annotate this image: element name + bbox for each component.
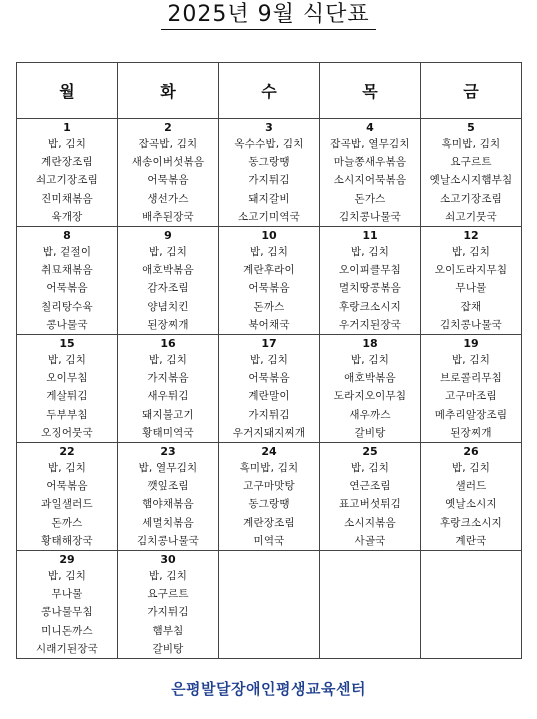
organization-name: 은평발달장애인평생교육센터 bbox=[171, 680, 366, 698]
menu-item: 두부부침 bbox=[46, 408, 88, 421]
menu-item: 황태미역국 bbox=[142, 426, 194, 439]
menu-item: 연근조림 bbox=[349, 480, 391, 493]
menu-item: 무나물 bbox=[51, 588, 83, 601]
week-row bbox=[17, 335, 522, 443]
menu-item: 김치콩나물국 bbox=[439, 318, 503, 331]
menu-item: 밥, 겉절이 bbox=[42, 246, 92, 259]
menu-item: 애호박볶음 bbox=[142, 264, 194, 277]
day-date: 22 bbox=[59, 445, 75, 459]
menu-item: 밥, 김치 bbox=[451, 246, 491, 259]
menu-item: 흑미밥, 김치 bbox=[239, 462, 299, 475]
day-cell bbox=[219, 227, 320, 335]
menu-item: 돼지갈비 bbox=[248, 192, 290, 205]
day-date: 4 bbox=[366, 121, 374, 134]
menu-item: 소고기미역국 bbox=[237, 210, 301, 223]
day-menu bbox=[320, 335, 420, 442]
menu-item: 동그랑땡 bbox=[248, 156, 290, 169]
day-menu bbox=[421, 443, 521, 550]
menu-item: 진미채볶음 bbox=[41, 192, 93, 205]
menu-item: 밥, 김치 bbox=[47, 462, 87, 475]
day-menu bbox=[17, 551, 117, 658]
menu-item: 멸치땅콩볶음 bbox=[338, 282, 402, 295]
menu-item: 옛날소시지 bbox=[445, 498, 497, 511]
menu-item: 미니돈까스 bbox=[41, 624, 93, 637]
menu-item: 쇠고기장조림 bbox=[35, 174, 99, 187]
menu-item: 어묵볶음 bbox=[248, 282, 290, 295]
menu-item: 밥, 김치 bbox=[148, 246, 188, 259]
menu-item: 옛날소시지햄부침 bbox=[429, 174, 513, 187]
menu-item: 계란장조림 bbox=[243, 516, 295, 529]
day-date: 1 bbox=[63, 121, 71, 134]
menu-item: 소시지어묵볶음 bbox=[333, 174, 407, 187]
day-menu bbox=[219, 335, 319, 442]
menu-item: 돈가스 bbox=[354, 192, 386, 205]
menu-item: 과일샐러드 bbox=[41, 498, 93, 511]
menu-item: 돼지불고기 bbox=[142, 408, 194, 421]
menu-item: 칠리탕수육 bbox=[41, 300, 93, 313]
day-date: 9 bbox=[164, 229, 172, 243]
menu-item: 양념치킨 bbox=[147, 300, 189, 313]
menu-item: 무나물 bbox=[455, 282, 487, 295]
day-date: 18 bbox=[362, 337, 378, 351]
menu-item: 햄부침 bbox=[152, 624, 184, 637]
day-cell bbox=[320, 551, 421, 659]
day-menu bbox=[219, 551, 319, 553]
day-menu bbox=[320, 443, 420, 550]
menu-item: 후랑크소시지 bbox=[338, 300, 402, 313]
menu-item: 잡채 bbox=[460, 300, 482, 313]
menu-item: 감자조림 bbox=[147, 282, 189, 295]
day-menu bbox=[421, 119, 521, 226]
menu-item: 밥, 열무김치 bbox=[138, 462, 198, 475]
menu-item: 세멸치볶음 bbox=[142, 516, 194, 529]
menu-item: 돈까스 bbox=[253, 300, 285, 313]
menu-item: 계란말이 bbox=[248, 390, 290, 403]
menu-item: 새우까스 bbox=[349, 408, 391, 421]
day-cell bbox=[118, 551, 219, 659]
weekday-header: 화 bbox=[118, 63, 219, 119]
menu-item: 고구마조림 bbox=[445, 390, 497, 403]
menu-item: 오징어뭇국 bbox=[41, 426, 93, 439]
day-cell bbox=[118, 227, 219, 335]
day-date: 3 bbox=[265, 121, 273, 134]
week-row bbox=[17, 227, 522, 335]
menu-item: 밥, 김치 bbox=[350, 462, 390, 475]
menu-item: 어묵볶음 bbox=[46, 480, 88, 493]
day-menu bbox=[421, 335, 521, 442]
menu-item: 옥수수밥, 김치 bbox=[234, 138, 304, 150]
menu-item: 취묘채볶음 bbox=[41, 264, 93, 277]
menu-item: 북어채국 bbox=[248, 318, 290, 331]
day-cell bbox=[17, 119, 118, 227]
day-cell bbox=[17, 551, 118, 659]
day-date: 19 bbox=[463, 337, 479, 351]
menu-item: 가지튀김 bbox=[147, 606, 189, 619]
menu-item: 된장찌개 bbox=[450, 426, 492, 439]
menu-item: 생선가스 bbox=[147, 192, 189, 205]
menu-item: 마늘쫑새우볶음 bbox=[333, 156, 407, 169]
menu-item: 콩나물무침 bbox=[41, 606, 93, 619]
menu-item: 새송이버섯볶음 bbox=[131, 156, 205, 169]
day-menu bbox=[118, 335, 218, 442]
day-date: 25 bbox=[362, 445, 378, 459]
menu-item: 오이도라지무침 bbox=[434, 264, 508, 277]
menu-item: 우거지된장국 bbox=[338, 318, 402, 331]
day-menu bbox=[219, 443, 319, 550]
menu-item: 시래기된장국 bbox=[35, 642, 99, 655]
menu-item: 어묵볶음 bbox=[248, 372, 290, 385]
menu-item: 황태해장국 bbox=[41, 534, 93, 547]
menu-item: 깻잎조림 bbox=[147, 480, 189, 493]
day-cell bbox=[17, 443, 118, 551]
menu-item: 어묵볶음 bbox=[46, 282, 88, 295]
menu-item: 후랑크소시지 bbox=[439, 516, 503, 529]
day-menu bbox=[17, 443, 117, 550]
day-date: 8 bbox=[63, 229, 71, 243]
menu-item: 흑미밥, 김치 bbox=[441, 138, 501, 150]
day-date: 30 bbox=[160, 553, 176, 567]
day-menu bbox=[421, 227, 521, 334]
day-cell bbox=[320, 335, 421, 443]
menu-item: 브로콜리무침 bbox=[439, 372, 503, 385]
menu-item: 육개장 bbox=[51, 210, 83, 223]
week-row bbox=[17, 551, 522, 659]
day-menu bbox=[17, 227, 117, 334]
day-menu bbox=[118, 551, 218, 658]
menu-item: 밥, 김치 bbox=[451, 462, 491, 475]
day-menu bbox=[421, 551, 521, 553]
title-text: 2025년 9월 식단표 bbox=[161, 2, 375, 30]
week-row bbox=[17, 119, 522, 227]
day-menu bbox=[118, 227, 218, 334]
day-date: 16 bbox=[160, 337, 176, 351]
menu-item: 소시지볶음 bbox=[344, 516, 396, 529]
menu-item: 가지튀김 bbox=[248, 408, 290, 421]
menu-body bbox=[17, 119, 522, 659]
menu-item: 밥, 김치 bbox=[249, 354, 289, 367]
menu-item: 게살튀김 bbox=[46, 390, 88, 403]
menu-item: 배추된장국 bbox=[142, 210, 194, 223]
day-cell bbox=[219, 335, 320, 443]
menu-item: 계란후라이 bbox=[243, 264, 295, 277]
menu-item: 잡곡밥, 열무김치 bbox=[330, 138, 410, 150]
menu-item: 소고기장조림 bbox=[439, 192, 503, 205]
day-cell bbox=[421, 227, 522, 335]
menu-item: 갈비탕 bbox=[354, 426, 386, 439]
day-cell bbox=[118, 335, 219, 443]
menu-item: 우거지돼지찌개 bbox=[232, 426, 306, 439]
menu-item: 밥, 김치 bbox=[350, 246, 390, 259]
menu-item: 요구르트 bbox=[450, 156, 492, 169]
day-date: 15 bbox=[59, 337, 75, 351]
day-menu bbox=[118, 443, 218, 550]
day-cell bbox=[421, 119, 522, 227]
day-cell bbox=[118, 119, 219, 227]
day-menu bbox=[17, 119, 117, 226]
day-date: 29 bbox=[59, 553, 75, 567]
day-cell bbox=[421, 335, 522, 443]
day-menu bbox=[219, 119, 319, 226]
weekday-header: 월 bbox=[17, 63, 118, 119]
weekday-header: 수 bbox=[219, 63, 320, 119]
day-cell bbox=[421, 443, 522, 551]
weekday-header-row bbox=[17, 63, 522, 119]
menu-item: 동그랑땡 bbox=[248, 498, 290, 511]
menu-item: 햄야채볶음 bbox=[142, 498, 194, 511]
menu-item: 쇠고기뭇국 bbox=[445, 210, 497, 223]
day-menu bbox=[320, 227, 420, 334]
menu-item: 밥, 김치 bbox=[47, 138, 87, 150]
menu-item: 밥, 김치 bbox=[451, 354, 491, 367]
day-date: 12 bbox=[463, 229, 479, 243]
day-cell bbox=[421, 551, 522, 659]
menu-item: 고구마맛탕 bbox=[243, 480, 295, 493]
menu-item: 밥, 김치 bbox=[47, 570, 87, 583]
menu-item: 갈비탕 bbox=[152, 642, 184, 655]
menu-item: 계란장조림 bbox=[41, 156, 93, 169]
menu-item: 밥, 김치 bbox=[47, 354, 87, 367]
menu-item: 표고버섯튀김 bbox=[338, 498, 402, 511]
day-cell bbox=[320, 443, 421, 551]
day-cell bbox=[320, 119, 421, 227]
day-cell bbox=[118, 443, 219, 551]
menu-item: 사골국 bbox=[354, 534, 386, 547]
day-cell bbox=[17, 335, 118, 443]
menu-item: 콩나물국 bbox=[46, 318, 88, 331]
day-cell bbox=[320, 227, 421, 335]
menu-item: 김치콩나물국 bbox=[338, 210, 402, 223]
day-cell bbox=[219, 443, 320, 551]
menu-item: 메추리알장조림 bbox=[434, 408, 508, 421]
day-date: 11 bbox=[362, 229, 378, 243]
day-cell bbox=[219, 119, 320, 227]
day-date: 5 bbox=[467, 121, 475, 134]
menu-item: 새우튀김 bbox=[147, 390, 189, 403]
menu-table bbox=[16, 62, 522, 659]
day-cell bbox=[17, 227, 118, 335]
day-menu bbox=[118, 119, 218, 226]
day-cell bbox=[219, 551, 320, 659]
menu-item: 밥, 김치 bbox=[148, 570, 188, 583]
menu-item: 오이무침 bbox=[46, 372, 88, 385]
menu-item: 밥, 김치 bbox=[350, 354, 390, 367]
menu-item: 미역국 bbox=[253, 534, 285, 547]
week-row bbox=[17, 443, 522, 551]
menu-item: 잡곡밥, 김치 bbox=[138, 138, 198, 150]
day-date: 24 bbox=[261, 445, 277, 459]
day-menu bbox=[320, 119, 420, 226]
day-menu bbox=[17, 335, 117, 442]
menu-item: 밥, 김치 bbox=[249, 246, 289, 259]
weekday-header: 금 bbox=[421, 63, 522, 119]
menu-item: 샐러드 bbox=[455, 480, 487, 493]
day-menu bbox=[320, 551, 420, 553]
menu-item: 어묵볶음 bbox=[147, 174, 189, 187]
menu-item: 요구르트 bbox=[147, 588, 189, 601]
day-date: 2 bbox=[164, 121, 172, 134]
menu-item: 도라지오이무침 bbox=[333, 390, 407, 403]
weekday-header: 목 bbox=[320, 63, 421, 119]
menu-item: 밥, 김치 bbox=[148, 354, 188, 367]
menu-item: 된장찌개 bbox=[147, 318, 189, 331]
menu-item: 오이피클무침 bbox=[338, 264, 402, 277]
day-date: 17 bbox=[261, 337, 277, 351]
day-date: 26 bbox=[463, 445, 479, 459]
day-date: 23 bbox=[160, 445, 176, 459]
menu-item: 가지볶음 bbox=[147, 372, 189, 385]
menu-item: 애호박볶음 bbox=[344, 372, 396, 385]
day-menu bbox=[219, 227, 319, 334]
menu-item: 김치콩나물국 bbox=[136, 534, 200, 547]
menu-item: 가지튀김 bbox=[248, 174, 290, 187]
day-date: 10 bbox=[261, 229, 277, 243]
page-title bbox=[0, 2, 537, 30]
menu-item: 계란국 bbox=[455, 534, 487, 547]
menu-item: 돈까스 bbox=[51, 516, 83, 529]
